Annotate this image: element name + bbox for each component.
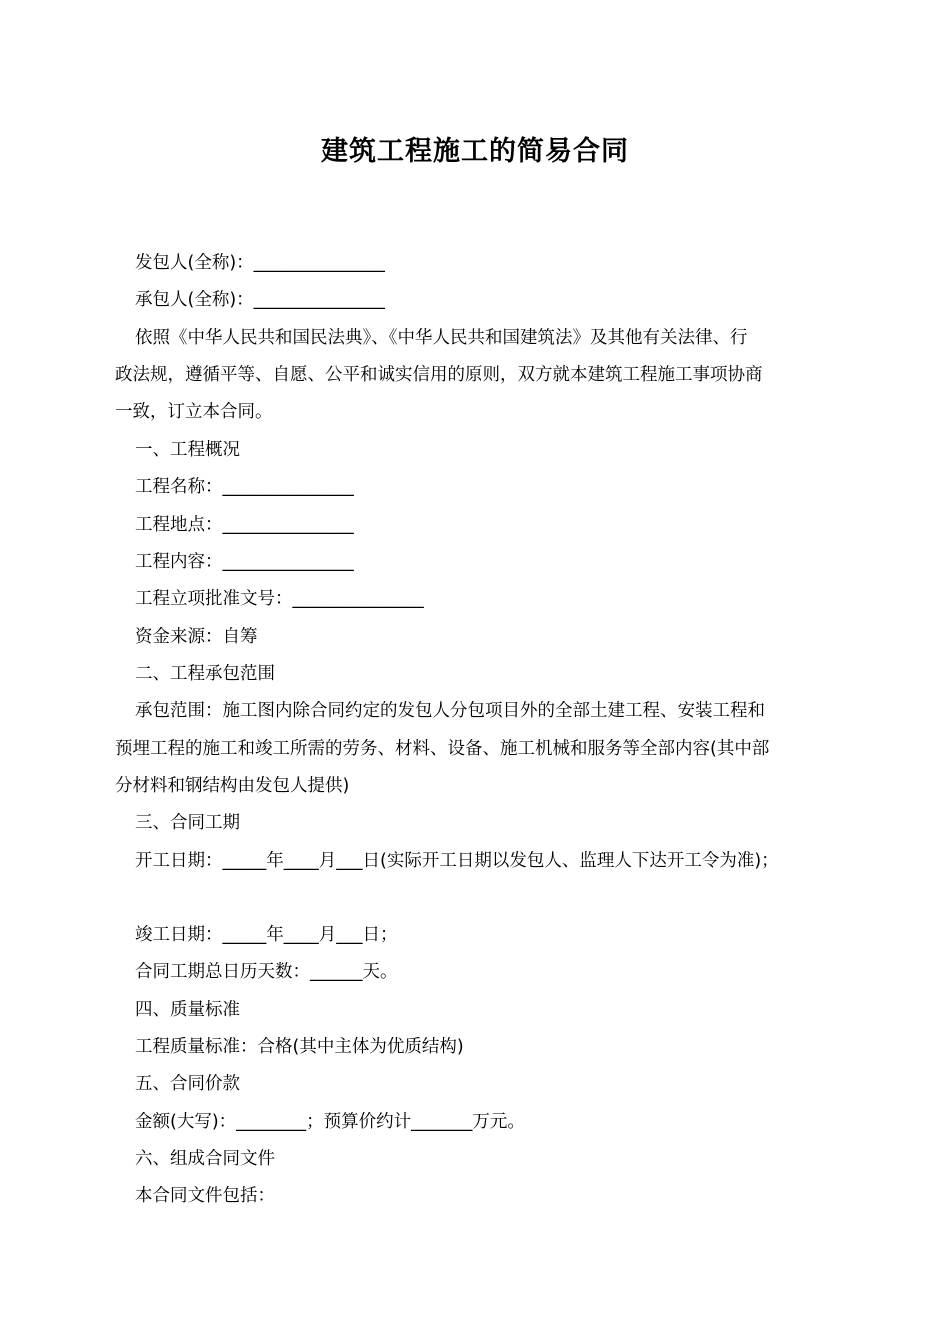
contractor-name-line: 承包人(全称)：_______________ [135, 290, 385, 310]
section-heading-3: 三、合同工期 [135, 813, 240, 833]
preamble-line-3: 一致，订立本合同。 [115, 402, 273, 422]
project-content-line: 工程内容：_______________ [135, 552, 354, 572]
preamble-line-2: 政法规，遵循平等、自愿、公平和诚实信用的原则，双方就本建筑工程施工事项协商 [115, 365, 763, 385]
scope-line-2: 预埋工程的施工和竣工所需的劳务、材料、设备、施工机械和服务等全部内容(其中部 [115, 739, 770, 759]
start-date-line: 开工日期：_____年____月___日(实际开工日期以发包人、监理人下达开工令为准)； [135, 851, 779, 871]
scope-line-3: 分材料和钢结构由发包人提供) [115, 776, 350, 796]
section-heading-1: 一、工程概况 [135, 440, 240, 460]
project-name-line: 工程名称：_______________ [135, 477, 354, 497]
funding-source-line: 资金来源：自筹 [135, 627, 258, 647]
section-heading-4: 四、质量标准 [135, 1000, 240, 1020]
preamble-line-1: 依照《中华人民共和国民法典》、《中华人民共和国建筑法》及其他有关法律、行 [135, 328, 748, 348]
section-heading-2: 二、工程承包范围 [135, 664, 275, 684]
completion-date-line: 竣工日期：_____年____月___日； [135, 925, 398, 945]
section-heading-5: 五、合同价款 [135, 1074, 240, 1094]
contract-amount-line: 金额(大写)：________；预算价约计_______万元。 [135, 1112, 525, 1132]
document-title: 建筑工程施工的简易合同 [321, 136, 629, 167]
quality-standard-line: 工程质量标准：合格(其中主体为优质结构) [135, 1037, 464, 1057]
project-location-line: 工程地点：_______________ [135, 515, 354, 535]
scope-line-1: 承包范围：施工图内除合同约定的发包人分包项目外的全部土建工程、安装工程和 [135, 701, 765, 721]
total-days-line: 合同工期总日历天数：______天。 [135, 962, 398, 982]
section-heading-6: 六、组成合同文件 [135, 1149, 275, 1169]
contract-documents-line: 本合同文件包括： [135, 1186, 275, 1206]
approval-number-line: 工程立项批准文号：_______________ [135, 589, 424, 609]
employer-name-line: 发包人(全称)：_______________ [135, 253, 385, 273]
